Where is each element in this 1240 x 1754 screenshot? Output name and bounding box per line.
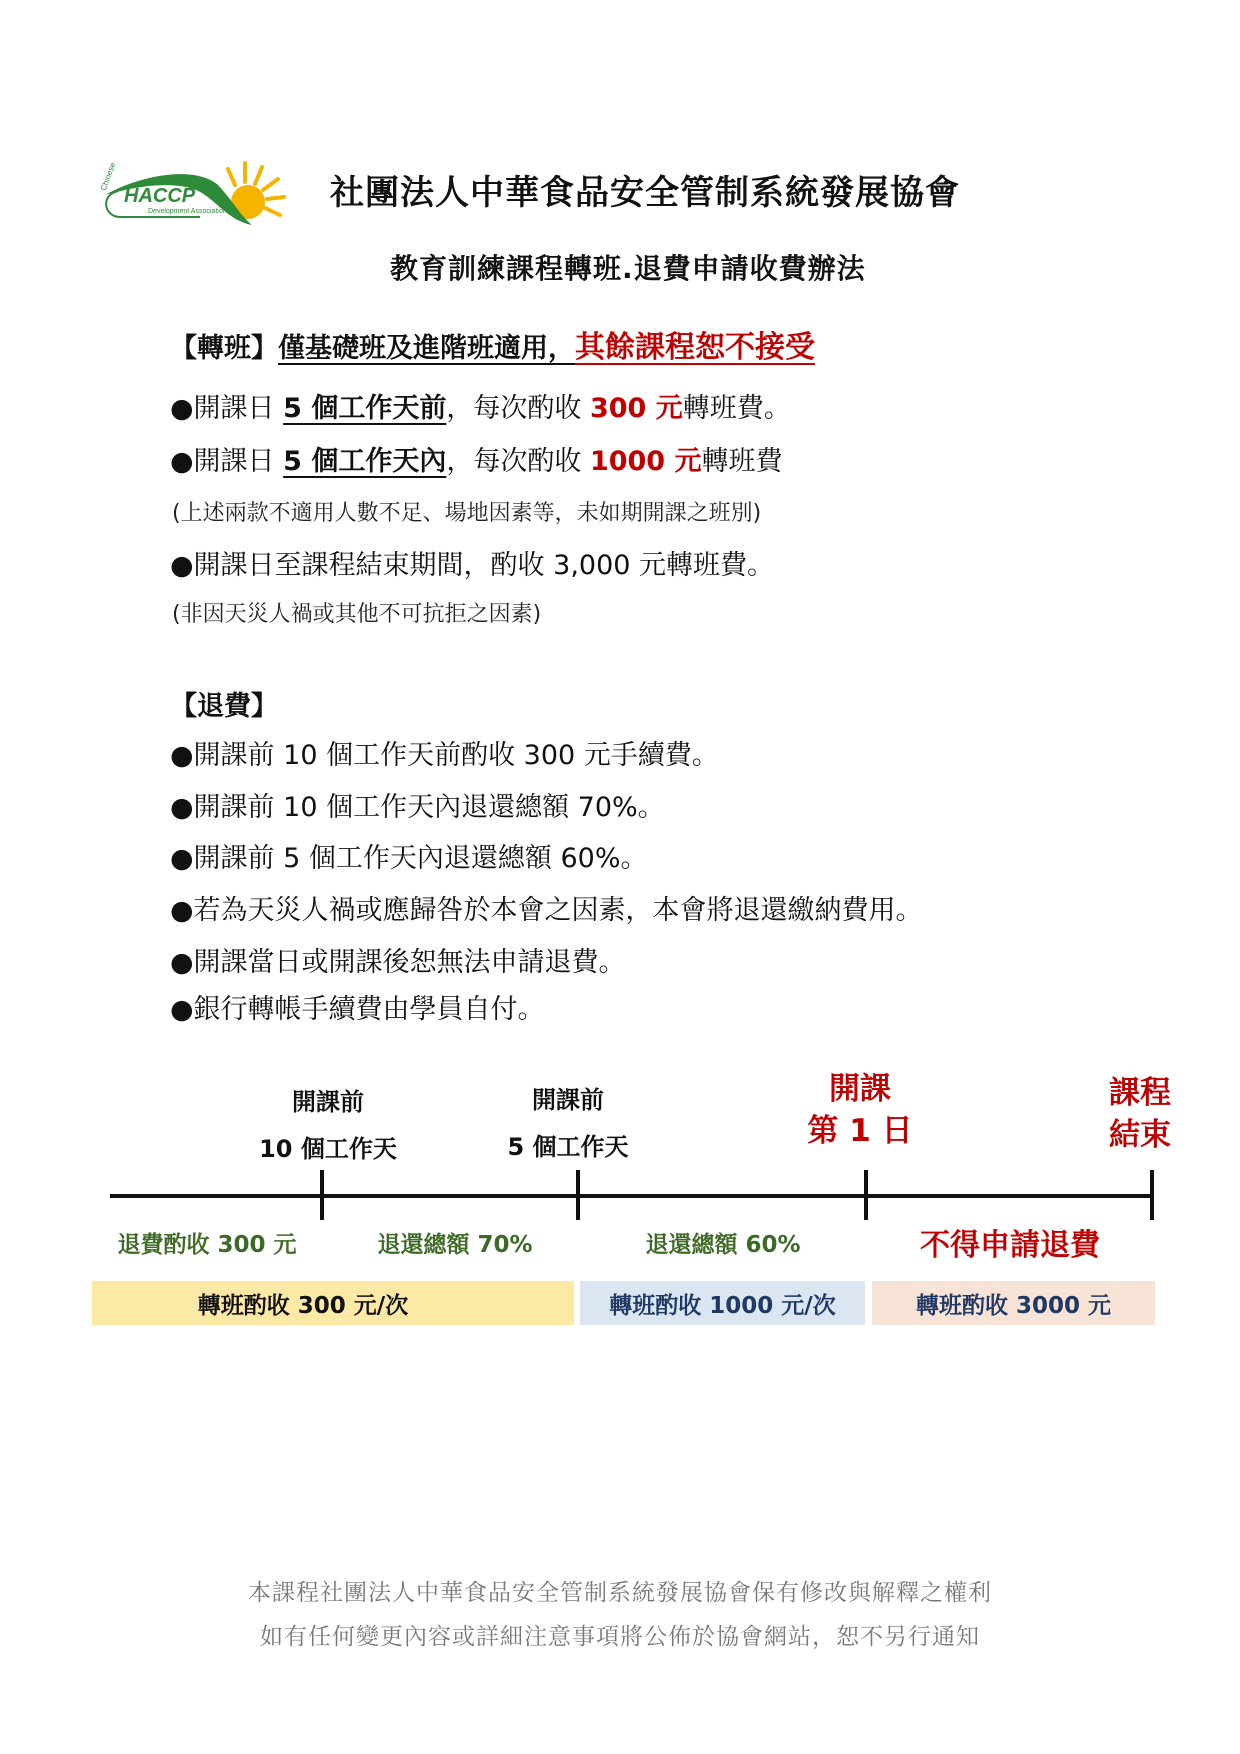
timeline-label-line2: 第 1 日 (807, 1113, 913, 1149)
timeline-label-day1 (780, 1068, 940, 1152)
transfer-fee-bar-3000 (872, 1281, 1155, 1325)
refund-rule: ●開課當日或開課後恕無法申請退費。 (170, 947, 626, 978)
timeline-label-line1: 課程 (1109, 1075, 1171, 1111)
rule-amount: 1000 元 (589, 446, 702, 477)
transfer-note-1: (上述兩款不適用人數不足、場地因素等，未如期開課之班別) (172, 501, 762, 526)
bar-label: 轉班酌收 1000 元/次 (609, 1292, 836, 1319)
rule-prefix: ●開課日 (170, 393, 284, 424)
segment-refund-60: 退還總額 60% (645, 1232, 801, 1258)
timeline-label-line1: 開課前 (532, 1086, 604, 1114)
timeline-label-line1: 開課前 (292, 1088, 364, 1116)
refund-rule: ●開課前 5 個工作天內退還總額 60%。 (170, 843, 648, 874)
segment-refund-70: 退還總額 70% (377, 1232, 533, 1258)
logo-association-text: Development Association (148, 208, 227, 215)
rule-timing: 5 個工作天前 (283, 393, 447, 424)
segment-refund-300: 退費酌收 300 元 (117, 1232, 297, 1258)
rule-timing: 5 個工作天內 (283, 446, 447, 477)
transfer-not-accepted: 其餘課程恕不接受 (575, 330, 815, 365)
transfer-scope: 僅基礎班及進階班適用 (278, 333, 548, 364)
segment-no-refund: 不得申請退費 (920, 1228, 1100, 1263)
refund-rule: ●若為天災人禍或應歸咎於本會之因素，本會將退還繳納費用。 (170, 895, 923, 926)
transfer-heading: 【轉班】 (170, 333, 278, 364)
timeline-label-line2: 5 個工作天 (507, 1133, 629, 1161)
timeline-label-line2: 10 個工作天 (259, 1135, 397, 1163)
rule-mid: ，每次酌收 (446, 446, 590, 477)
refund-rule: ●開課前 10 個工作天前酌收 300 元手續費。 (170, 740, 719, 771)
haccp-logo (100, 155, 290, 235)
transfer-heading-line (170, 322, 815, 366)
bar-label: 轉班酌收 300 元/次 (197, 1292, 409, 1319)
logo-haccp-text: HACCP (124, 185, 196, 207)
refund-heading: 【退費】 (170, 691, 278, 722)
logo-chinese-text: Chinese (100, 161, 118, 192)
rule-mid: ，每次酌收 (446, 393, 590, 424)
transfer-rule-2 (170, 439, 782, 478)
refund-rule: ●開課前 10 個工作天內退還總額 70%。 (170, 792, 665, 823)
refund-rule: ●銀行轉帳手續費由學員自付。 (170, 994, 545, 1025)
rule-suffix: 轉班費。 (682, 393, 791, 424)
timeline-label-line1: 開課 (829, 1071, 891, 1107)
rule-suffix: 轉班費 (701, 446, 783, 477)
transfer-note-2: (非因天災人禍或其他不可抗拒之因素) (172, 602, 542, 627)
timeline-label-line2: 結束 (1109, 1117, 1171, 1153)
bar-label: 轉班酌收 3000 元 (915, 1292, 1112, 1319)
timeline-label-10days (228, 1082, 428, 1164)
rule-amount: 300 元 (589, 393, 683, 424)
organization-name: 社團法人中華食品安全管制系統發展協會 (330, 173, 960, 213)
transfer-comma: ， (548, 333, 575, 364)
footer-line-1: 本課程社團法人中華食品安全管制系統發展協會保有修改與解釋之權利 (248, 1580, 992, 1606)
footer-line-2: 如有任何變更內容或詳細注意事項將公佈於協會網站，恕不另行通知 (260, 1624, 980, 1650)
transfer-rule-3: ●開課日至課程結束期間，酌收 3,000 元轉班費。 (170, 550, 775, 581)
transfer-fee-bar-1000 (580, 1281, 865, 1325)
transfer-fee-bar-300 (92, 1281, 574, 1325)
transfer-rule-1 (170, 386, 791, 425)
timeline-label-end (1080, 1072, 1200, 1156)
rule-prefix: ●開課日 (170, 446, 284, 477)
document-title: 教育訓練課程轉班.退費申請收費辦法 (390, 252, 866, 285)
timeline-label-5days (468, 1080, 668, 1162)
